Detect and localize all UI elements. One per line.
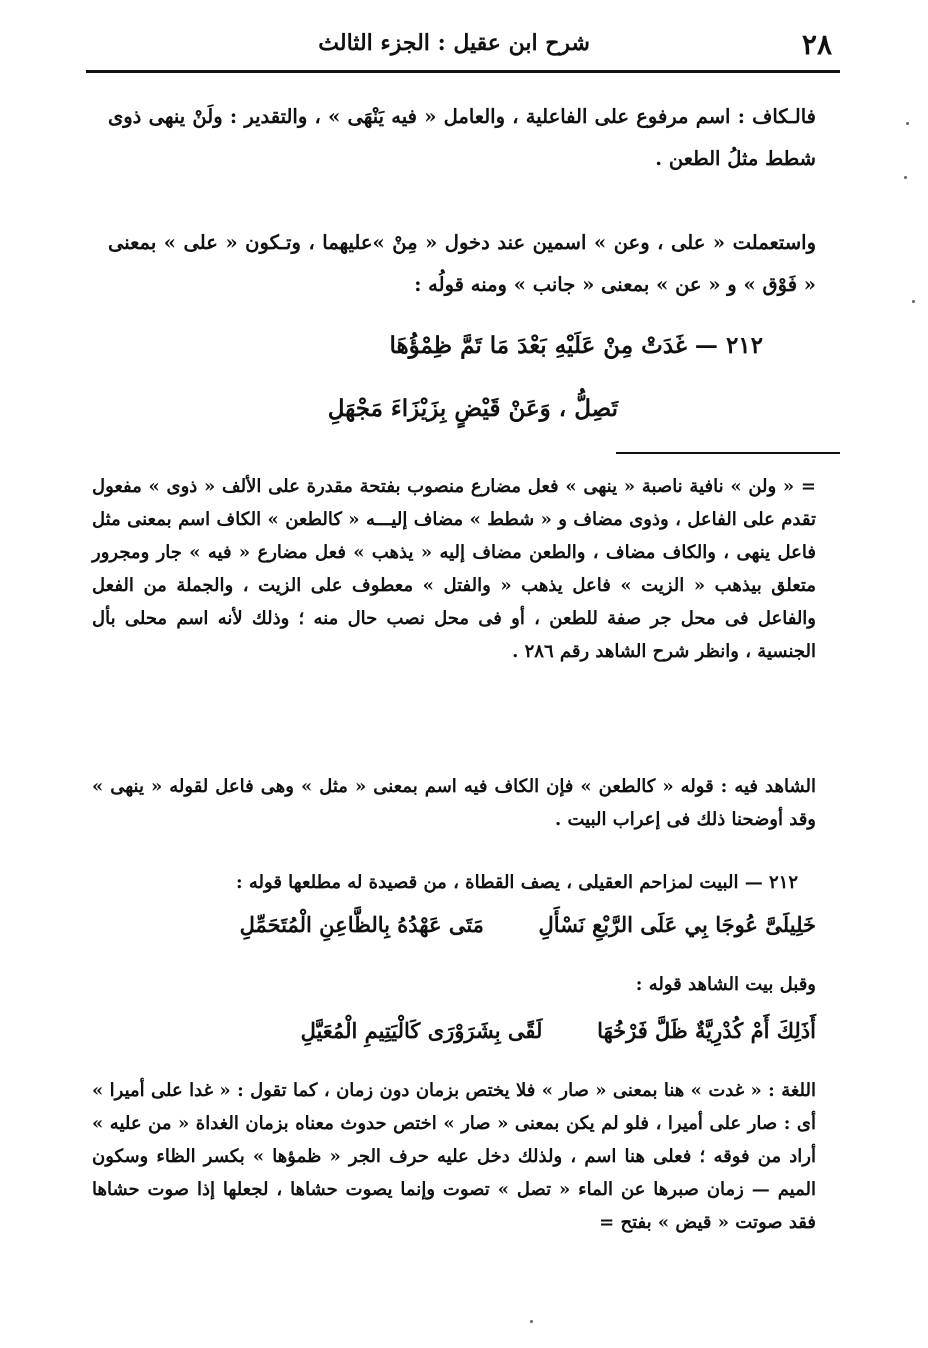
- previous-verse: [301, 1018, 816, 1043]
- verse-second-hemistich: لَقًى بِشَرَوْرَى كَالْيَتِيمِ الْمُعَيَّلِ: [300, 1018, 543, 1043]
- page-header: [86, 24, 840, 70]
- footnote-paragraph-3: ٢١٢ — البيت لمزاحم العقيلى ، يصف القطاة ، من قصيدة له مطلعها قوله :: [235, 872, 798, 893]
- running-title: شرح ابن عقيل : الجزء الثالث: [318, 30, 590, 56]
- verse-first-hemistich: أَذَلِكَ أَمْ كُدْرِيَّةٌ ظَلَّ فَرْخُهَا: [597, 1018, 816, 1043]
- scan-speck: [906, 122, 909, 125]
- footnote-paragraph-1: = « ولن » نافية ناصبة « ينهى » فعل مضارع منصوب بفتحة مقدرة على الألف « ذوى » مفعول تقدم على الفاعل ، وذوى مضاف و « شطط » مضاف إليـــه « كالطعن » الكاف اسم بمعنى مثل فاعل ينهى ، والكاف مضاف ، والطعن مضاف إليه « يذهب » فعل مضارع « فيه » جار ومجرور متعلق بيذهب « الزيت » فاعل يذهب « والفتل » معطوف على الزيت ، والجملة من الفعل والفاعل فى محل جر صفة للطعن ، أو فى محل نصب حال منه ؛ وذلك لأنه اسم محلى بأل الجنسية ، وانظر شرح الشاهد رقم ٢٨٦ .: [92, 476, 816, 662]
- verse-212-second-hemistich: [328, 395, 618, 422]
- main-paragraph-2: واستعملت « على ، وعن » اسمين عند دخول « مِنْ »عليهما ، وتـكون « على » بمعنى « فَوْق » و « عن » بمعنى « جانب » ومنه قولُه :: [108, 231, 816, 296]
- main-paragraph-1: فالـكاف : اسم مرفوع على الفاعلية ، والعامل « فيه يَنْهَى » ، والتقدير : ولَنْ ينهى ذوى شطط مثلُ الطعن .: [108, 105, 816, 170]
- header-rule: [86, 70, 840, 73]
- verse-212-first-hemistich: [389, 332, 763, 359]
- footnote-rule: [616, 452, 840, 454]
- scan-speck: [530, 1320, 533, 1323]
- footnote-paragraph-2: الشاهد فيه : قوله « كالطعن » فإن الكاف فيه اسم بمعنى « مثل » وهى فاعل لقوله « ينهى » وقد أوضحنا ذلك فى إعراب البيت .: [92, 776, 816, 830]
- opening-verse: [240, 912, 816, 937]
- verse-text: غَدَتْ مِنْ عَلَيْهِ بَعْدَ مَا تَمَّ ظِمْؤُهَا: [389, 332, 687, 359]
- footnote-paragraph-5: اللغة : « غدت » هنا بمعنى « صار » فلا يختص بزمان دون زمان ، كما تقول : « غدا على أميرا » أى : صار على أميرا ، فلو لم يكن بمعنى « صار » اختص حدوث معناه بزمان الغداة « من عليه » أراد من فوقه ؛ فعلى هنا اسم ، ولذلك دخل عليه حرف الجر « ظمؤها » بكسر الظاء وسكون الميم — زمان صبرها عن الماء « تصل » تصوت وإنما يصوت حشاها ، لجعلها إذا صوت حشاها فقد صوتت « قيض » بفتح =: [92, 1080, 816, 1233]
- verse-first-hemistich: خَلِيلَىَّ عُوجَا بِي عَلَى الرَّبْعِ نَسْأَلِ: [538, 912, 816, 937]
- page-number: ٢٨: [801, 28, 832, 61]
- scan-speck: [904, 176, 907, 179]
- verse-second-hemistich: مَتَى عَهْدُهُ بِالظَّاعِنِ الْمُتَحَمِّلِ: [239, 912, 484, 937]
- verse-text: تَصِلُّ ، وَعَنْ قَيْضٍ بِزَيْزَاءَ مَجْهَلِ: [327, 395, 618, 422]
- verse-number: ٢١٢ —: [694, 332, 763, 359]
- footnote-paragraph-4: وقبل بيت الشاهد قوله :: [635, 974, 816, 995]
- scan-speck: [912, 300, 915, 303]
